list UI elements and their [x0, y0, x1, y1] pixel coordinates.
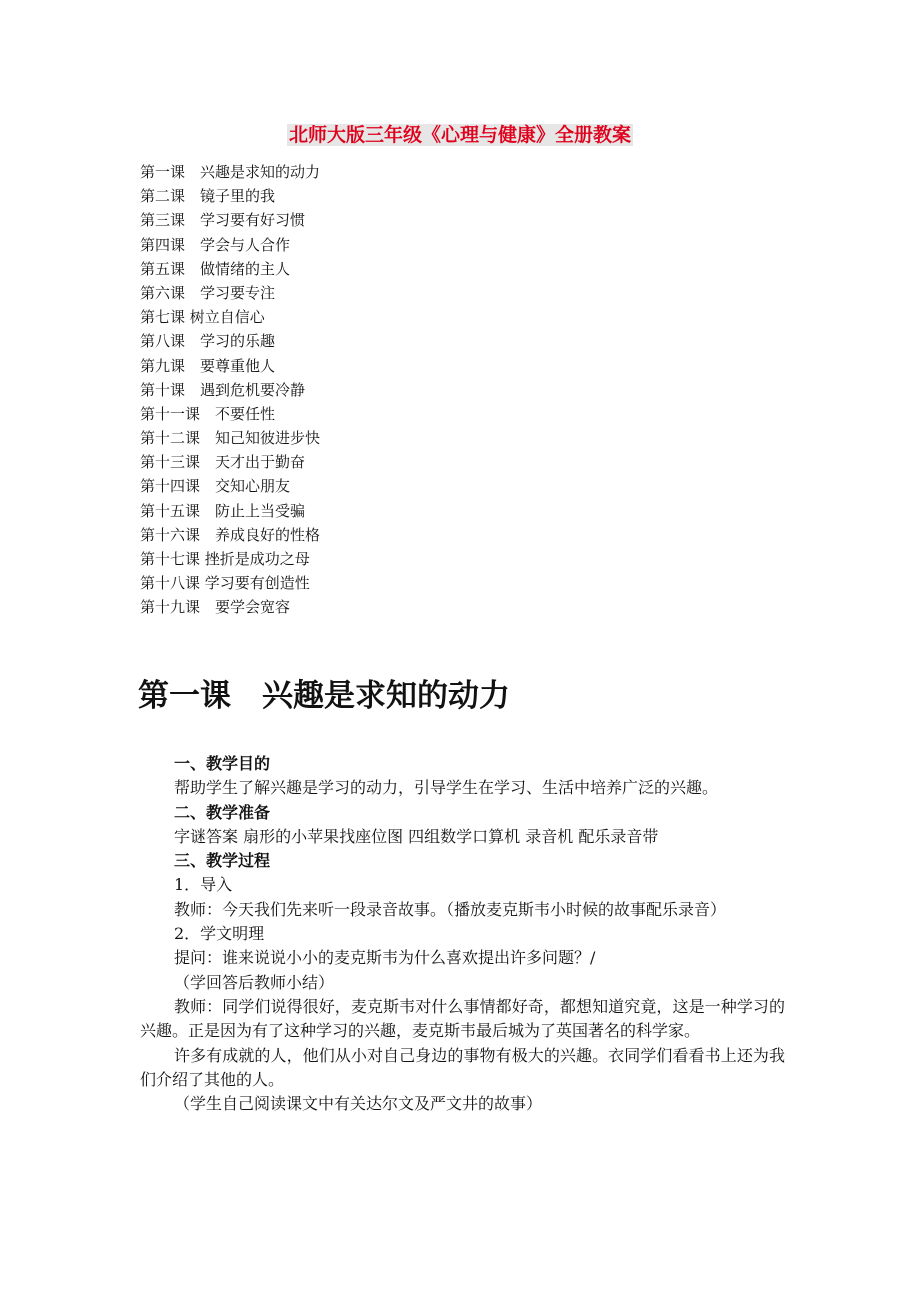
toc-item: 第九课 要尊重他人 — [140, 356, 276, 375]
document-title — [0, 122, 920, 148]
toc-item: 第十三课 天才出于勤奋 — [140, 453, 306, 472]
toc-item: 第十六课 养成良好的性格 — [140, 525, 321, 544]
preparation-text: 字谜答案 扇形的小苹果找座位图 四组数学口算机 录音机 配乐录音带 — [174, 826, 659, 846]
document-title-text: 北师大版三年级《心理与健康》全册教案 — [288, 124, 631, 146]
lesson-content — [140, 752, 785, 1116]
toc-item: 第六课 学习要专注 — [140, 283, 276, 302]
step-title-study: 2．学文明理 — [174, 924, 265, 944]
toc-item: 第五课 做情绪的主人 — [140, 259, 291, 278]
objectives-text: 帮助学生了解兴趣是学习的动力，引导学生在学习、生活中培养广泛的兴趣。 — [174, 778, 719, 798]
toc-item: 第十八课 学习要有创造性 — [140, 574, 310, 593]
toc-item: 第八课 学习的乐趣 — [140, 332, 276, 351]
toc-item: 第十七课 挫折是成功之母 — [140, 550, 310, 568]
section-title-process: 三、教学过程 — [174, 851, 271, 871]
toc-item: 第一课 兴趣是求知的动力 — [140, 163, 321, 181]
step-title-intro: 1．导入 — [174, 875, 233, 895]
toc-item: 第十一课 不要任性 — [140, 404, 276, 423]
toc-item: 第十二课 知己知彼进步快 — [140, 429, 321, 448]
table-of-contents — [140, 160, 320, 620]
toc-item: 第十四课 交知心朋友 — [140, 477, 291, 496]
lesson-heading: 第一课 兴趣是求知的动力 — [138, 678, 510, 714]
teacher-summary: 教师：同学们说得很好，麦克斯韦对什么事情都好奇，都想知道究竟，这是一种学习的兴趣。正是因为有了这种学习的兴趣，麦克斯韦最后城为了英国著名的科学家。 — [140, 996, 785, 1041]
toc-item: 第三课 学习要有好习惯 — [140, 211, 306, 230]
study-question: 提问：谁来说说小小的麦克斯韦为什么喜欢提出许多问题？/ — [174, 948, 596, 968]
study-note: （学回答后教师小结） — [174, 972, 335, 992]
toc-item: 第十五课 防止上当受骗 — [140, 501, 306, 520]
reading-note: （学生自己阅读课文中有关达尔文及严文井的故事） — [174, 1094, 543, 1114]
section-title-objectives: 一、教学目的 — [174, 754, 271, 773]
toc-item: 第四课 学会与人合作 — [140, 235, 291, 254]
intro-text: 教师：今天我们先来听一段录音故事。（播放麦克斯韦小时候的故事配乐录音） — [174, 899, 727, 919]
toc-item: 第七课 树立自信心 — [140, 308, 265, 327]
toc-item: 第十课 遇到危机要冷静 — [140, 380, 306, 399]
toc-item: 第十九课 要学会宽容 — [140, 598, 291, 617]
section-title-preparation: 二、教学准备 — [174, 802, 271, 822]
study-paragraph: 许多有成就的人，他们从小对自己身边的事物有极大的兴趣。衣同学们看看书上还为我们介绍了其他的人。 — [140, 1045, 785, 1089]
toc-item: 第二课 镜子里的我 — [140, 187, 276, 206]
